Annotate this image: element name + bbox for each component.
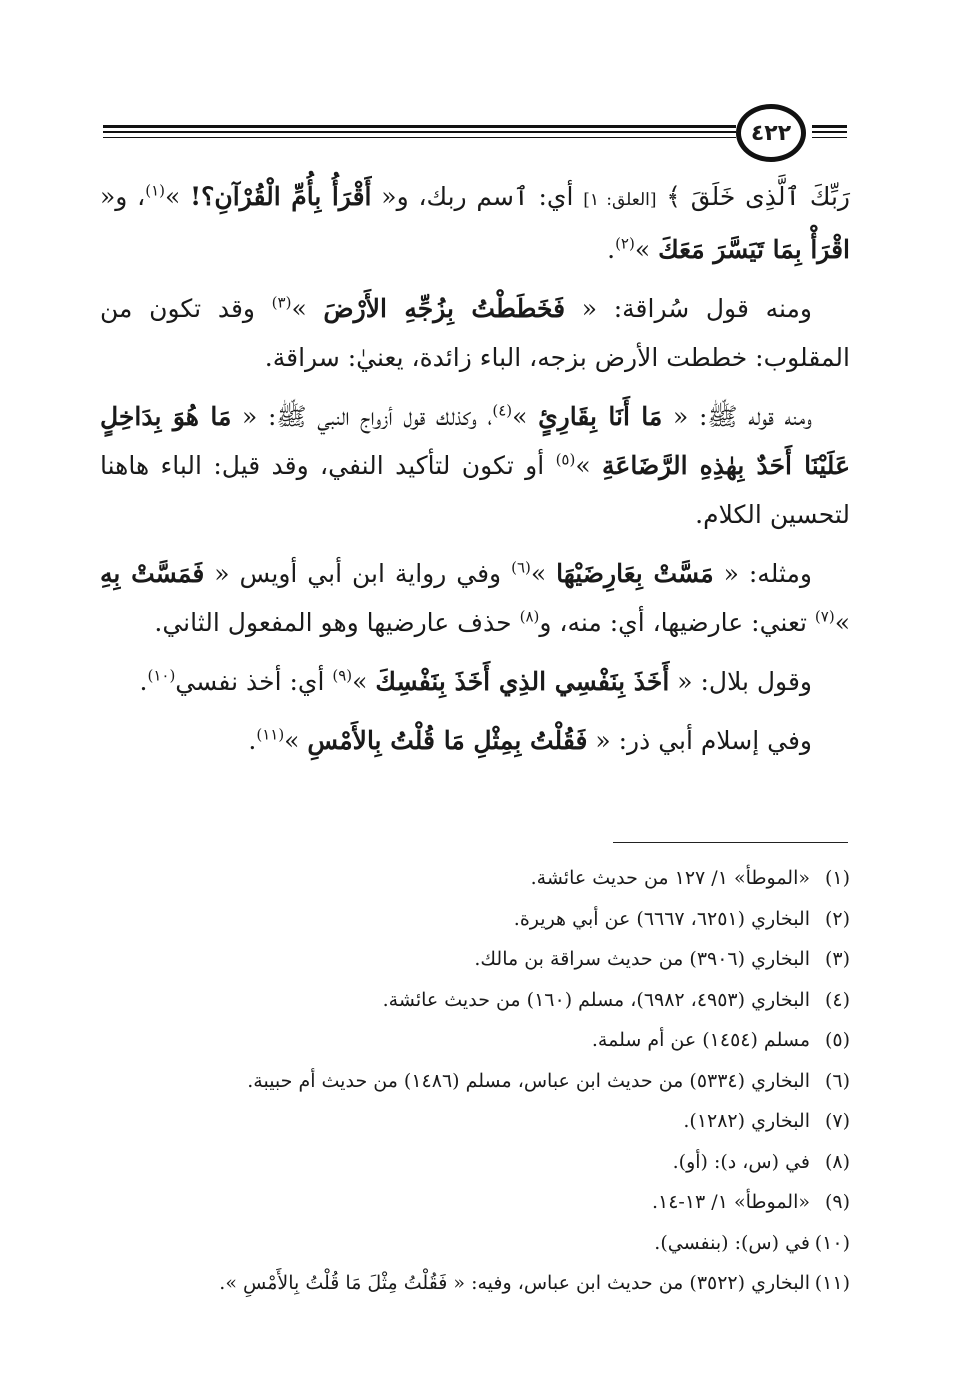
hadith-quote: مَسَّتْ بِعَارِضَيْهَا xyxy=(556,559,714,588)
hadith-quote: فَخَطَطْتُ بِزُجِّهِ الأَرْضَ xyxy=(323,294,566,323)
footnote xyxy=(100,1263,850,1304)
paragraph xyxy=(100,716,850,765)
hadith-quote: فَمَسَّتْ بِهِ xyxy=(100,559,205,588)
paragraph xyxy=(100,172,850,274)
text-segment: » xyxy=(291,294,324,323)
footnote-number: (٣) xyxy=(824,948,850,970)
footnote-number: (٨) xyxy=(824,1150,850,1173)
footnote-ref: (٤) xyxy=(492,401,513,420)
page-header xyxy=(0,0,953,170)
footnotes-list xyxy=(100,858,850,1304)
footnote-text: مسلم (١٤٥٤) عن أم سلمة. xyxy=(591,1029,810,1051)
footnote-ref: (١) xyxy=(145,181,166,200)
footnote xyxy=(100,1061,850,1102)
footnote-text: البخاري (٣٩٠٦) من حديث سراقة بن مالك. xyxy=(474,948,810,970)
footnote-ref: (٥) xyxy=(555,450,576,469)
footnote xyxy=(100,1020,850,1061)
header-rule xyxy=(103,131,736,133)
text-segment: » xyxy=(284,726,308,755)
footnote xyxy=(100,1101,850,1142)
footnote xyxy=(100,1142,850,1183)
header-rule xyxy=(103,125,736,128)
text-segment: . xyxy=(139,667,148,696)
footnote-number: (٢) xyxy=(824,907,850,930)
footnote-text: «الموطأ» ١/ ١٢٧ من حديث عائشة. xyxy=(530,867,810,889)
paragraph xyxy=(100,284,850,382)
hadith-quote: فَقُلْتُ بِمِثْلِ مَا قُلْتُ بِالأَمْسِ xyxy=(307,726,588,755)
text-segment: » xyxy=(165,182,191,211)
text-segment: ومنه قوله ﷺ: « xyxy=(662,402,812,431)
footnote-ref: (٨) xyxy=(519,607,540,626)
text-segment: » xyxy=(530,559,557,588)
header-rule xyxy=(812,131,847,133)
text-segment: [العلق: ١] xyxy=(583,190,657,210)
footnote-separator xyxy=(613,842,848,843)
footnote-number: (٧) xyxy=(824,1110,850,1132)
footnote-text: «الموطأ» ١/ ١٣-١٤. xyxy=(651,1191,810,1213)
text-segment: » xyxy=(634,235,659,264)
text-segment: . xyxy=(607,235,616,264)
text-segment: أي: أخذ نفسي xyxy=(175,667,333,696)
hadith-quote: أَقْرَأُ بِأُمِّ الْقُرْآنِ؟! xyxy=(190,182,372,211)
text-segment: حذف عارضيها وهو المفعول الثاني. xyxy=(154,608,520,637)
text-segment: وفي رواية ابن أبي أويس « xyxy=(204,559,512,588)
text-segment: ، و« xyxy=(100,182,146,211)
footnote-text: في (س): (بنفسي). xyxy=(654,1231,810,1254)
text-segment: ومنه قول سُراقة: « xyxy=(565,294,812,323)
footnote-ref: (١١) xyxy=(256,725,285,744)
footnote-number: (١٠) xyxy=(814,1231,850,1254)
text-segment: تعني: عارضيها، أي: منه، و xyxy=(539,608,815,637)
page-number: ٤٢٢ xyxy=(750,120,792,146)
footnote-text: البخاري (٥٣٣٤) من حديث ابن عباس، مسلم (١٤٨٦) من حديث أم حبيبة. xyxy=(247,1069,810,1092)
footnote-ref: (٦) xyxy=(511,558,531,577)
header-rule xyxy=(812,125,847,128)
text-segment: أو تكون لتأكيد النفي، وقد قيل: الباء هاهنا لتحسين الكلام. xyxy=(100,451,850,529)
footnote xyxy=(100,1182,850,1223)
footnote-ref: (١٠) xyxy=(147,666,176,685)
footnote xyxy=(100,1223,850,1264)
footnote-text: البخاري (٤٩٥٣، ٦٩٨٢)، مسلم (١٦٠) من حديث عائشة. xyxy=(382,988,810,1011)
header-rule xyxy=(812,137,847,138)
paragraph xyxy=(100,657,850,706)
text-segment: وفي إسلام أبي ذر: « xyxy=(587,726,812,755)
text-segment: أي: ٱسم ربك، و« xyxy=(371,182,584,211)
footnote xyxy=(100,858,850,899)
text-segment: وقول بلال: « xyxy=(669,667,812,696)
hadith-quote: أَخَذَ بِنَفْسِي الذِي أَخَذَ بِنَفْسِكَ xyxy=(375,667,670,696)
footnote-text: البخاري (٣٥٢٢) من حديث ابن عباس، وفيه: « فَقُلْتُ مِثْلَ مَا قُلْتُ بِالأَمْسِ ». xyxy=(219,1272,810,1294)
footnote-text: في (س، د): (أو). xyxy=(672,1150,810,1173)
footnote-number: (١١) xyxy=(814,1272,850,1294)
paragraph xyxy=(100,549,850,647)
footnote-number: (١) xyxy=(824,867,850,889)
text-segment: ، وكذلك قول أزواج النبي ﷺ: « xyxy=(231,402,493,431)
hadith-quote: مَا هُوَ بِدَاخِلٍ عَلَيْنَا أَحَدٌ بِهٰذِهِ الرَّضَاعَةِ xyxy=(100,402,850,480)
footnote-number: (٩) xyxy=(824,1191,850,1213)
footnote-text: البخاري (٦٢٥١، ٦٦٦٧) عن أبي هريرة. xyxy=(513,907,810,930)
footnote-number: (٤) xyxy=(824,988,850,1011)
footnote-ref: (٢) xyxy=(615,234,635,253)
footnote-ref: (٣) xyxy=(271,293,292,312)
text-segment: » xyxy=(512,402,539,431)
text-segment: . xyxy=(248,726,257,755)
text-segment: ومثله: « xyxy=(713,559,812,588)
paragraph xyxy=(100,392,850,539)
text-segment: رَبِّكَ ٱلَّذِى خَلَقَ ﴾ xyxy=(656,182,850,211)
text-segment: » xyxy=(575,451,602,480)
footnote-ref: (٧) xyxy=(814,607,835,626)
footnote xyxy=(100,980,850,1021)
footnote xyxy=(100,939,850,980)
text-segment: » xyxy=(834,608,850,637)
main-text xyxy=(100,172,850,775)
hadith-quote: مَا أَنَا بِقَارِئٍ xyxy=(538,402,663,431)
hadith-quote: اقْرَأْ بِمَا تَيَسَّرَ مَعَكَ xyxy=(658,235,850,264)
footnote-ref: (٩) xyxy=(332,666,353,685)
footnote-text: البخاري (١٢٨٢). xyxy=(683,1110,810,1132)
text-segment: » xyxy=(352,667,376,696)
text-segment: وقد تكون من المقلوب: خططت الأرض بزجه، الباء زائدة، يعنيٰ: سراقة. xyxy=(100,294,850,372)
footnote xyxy=(100,899,850,940)
footnote-number: (٥) xyxy=(824,1029,850,1051)
header-rule xyxy=(103,137,736,138)
footnote-number: (٦) xyxy=(824,1069,850,1092)
page-number-badge xyxy=(736,104,806,162)
